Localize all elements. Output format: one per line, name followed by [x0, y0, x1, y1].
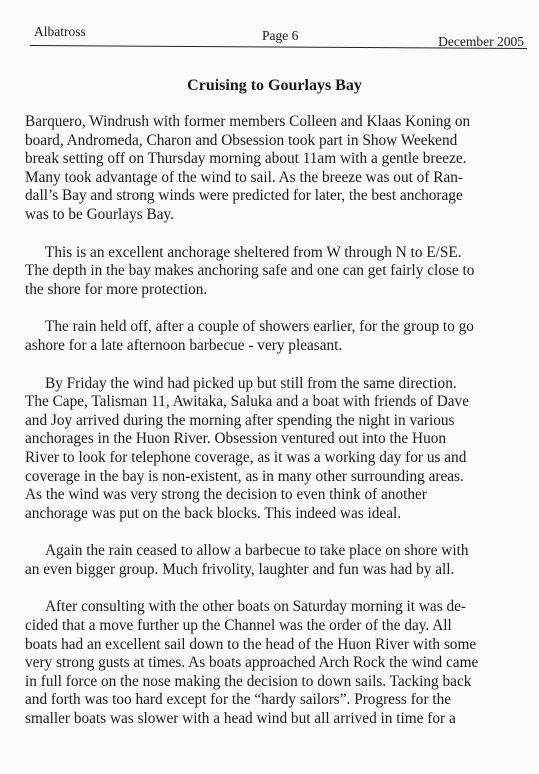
line-text: The Cape, Talisman 11, Awitaka, Saluka and a boat with friends of Dave — [25, 393, 469, 411]
paragraph — [25, 598, 517, 728]
publication-name: Albatross — [34, 24, 86, 39]
text-line — [25, 150, 517, 169]
article-body — [25, 113, 517, 748]
text-line — [25, 412, 517, 431]
text-line — [25, 710, 517, 729]
paragraph — [25, 375, 517, 524]
line-text: The rain held off, after a couple of showers earlier, for the group to go — [45, 318, 474, 336]
line-text: smaller boats was slower with a head wind but all arrived in time for a — [25, 710, 456, 728]
text-line — [25, 206, 517, 225]
paragraph — [25, 244, 517, 300]
text-line — [25, 169, 517, 188]
line-text: ashore for a late afternoon barbecue - very pleasant. — [25, 336, 343, 354]
text-line — [25, 468, 517, 487]
text-line — [25, 187, 517, 206]
text-line — [25, 673, 517, 692]
line-text: in full force on the nose making the decision to down sails. Tacking back — [25, 672, 472, 690]
line-text: Barquero, Windrush with former members Colleen and Klaas Koning on — [25, 113, 471, 130]
page-number: Page 6 — [262, 28, 299, 43]
text-line — [25, 691, 517, 710]
text-line — [25, 654, 517, 673]
paragraph — [25, 318, 517, 355]
paragraph — [25, 113, 517, 225]
text-line — [25, 636, 517, 655]
line-text: the shore for more protection. — [25, 280, 208, 298]
text-line — [25, 449, 517, 468]
paragraph — [25, 542, 517, 579]
line-text: board, Andromeda, Charon and Obsession took part in Show Weekend — [25, 131, 458, 149]
text-line — [25, 561, 517, 580]
line-text: very strong gusts at times. As boats approached Arch Rock the wind came — [25, 654, 479, 672]
line-text: boats had an excellent sail down to the head of the Huon River with some — [25, 635, 477, 653]
line-text: dall’s Bay and strong winds were predicted for later, the best anchorage — [25, 187, 463, 205]
line-text: River to look for telephone coverage, as it was a working day for us and — [25, 448, 467, 466]
line-text: coverage in the bay is non-existent, as in many other surrounding areas. — [25, 467, 464, 485]
article-title: Cruising to Gourlays Bay — [187, 77, 362, 94]
line-text: This is an excellent anchorage sheltered from W through N to E/SE. — [45, 243, 462, 261]
line-text: was to be Gourlays Bay. — [25, 205, 174, 223]
text-line — [25, 262, 517, 281]
text-line — [25, 430, 517, 449]
text-line — [25, 281, 517, 300]
line-text: an even bigger group. Much frivolity, laughter and fun was had by all. — [25, 560, 455, 578]
line-text: and forth was too hard except for the “hardy sailors”. Progress for the — [25, 691, 452, 709]
line-text: anchorages in the Huon River. Obsession ventured out into the Huon — [25, 430, 447, 448]
text-line — [25, 244, 517, 263]
line-text: Again the rain ceased to allow a barbecue to take place on shore with — [45, 542, 469, 560]
text-line — [25, 542, 517, 561]
line-text: cided that a move further up the Channel was the order of the day. All — [25, 617, 452, 635]
line-text: After consulting with the other boats on Saturday morning it was de- — [45, 598, 467, 616]
text-line — [25, 318, 517, 337]
text-line — [25, 393, 517, 412]
text-line — [25, 337, 517, 356]
line-text: and Joy arrived during the morning after spending the night in various — [25, 411, 455, 429]
text-line — [25, 486, 517, 505]
line-text: Many took advantage of the wind to sail. As the breeze was out of Ran- — [25, 168, 463, 186]
line-text: anchorage was put on the back blocks. This indeed was ideal. — [25, 504, 402, 522]
text-line — [25, 598, 517, 617]
text-line — [25, 505, 517, 524]
line-text: As the wind was very strong the decision to even think of another — [25, 486, 427, 504]
text-line — [25, 132, 517, 151]
text-line — [25, 113, 517, 132]
text-line — [25, 375, 517, 394]
page-header — [30, 22, 524, 49]
line-text: The depth in the bay makes anchoring safe and one can get fairly close to — [25, 262, 475, 280]
line-text: By Friday the wind had picked up but still from the same direction. — [45, 374, 457, 392]
issue-date: December 2005 — [438, 34, 524, 49]
text-line — [25, 617, 517, 636]
line-text: break setting off on Thursday morning about 11am with a gentle breeze. — [25, 150, 467, 168]
